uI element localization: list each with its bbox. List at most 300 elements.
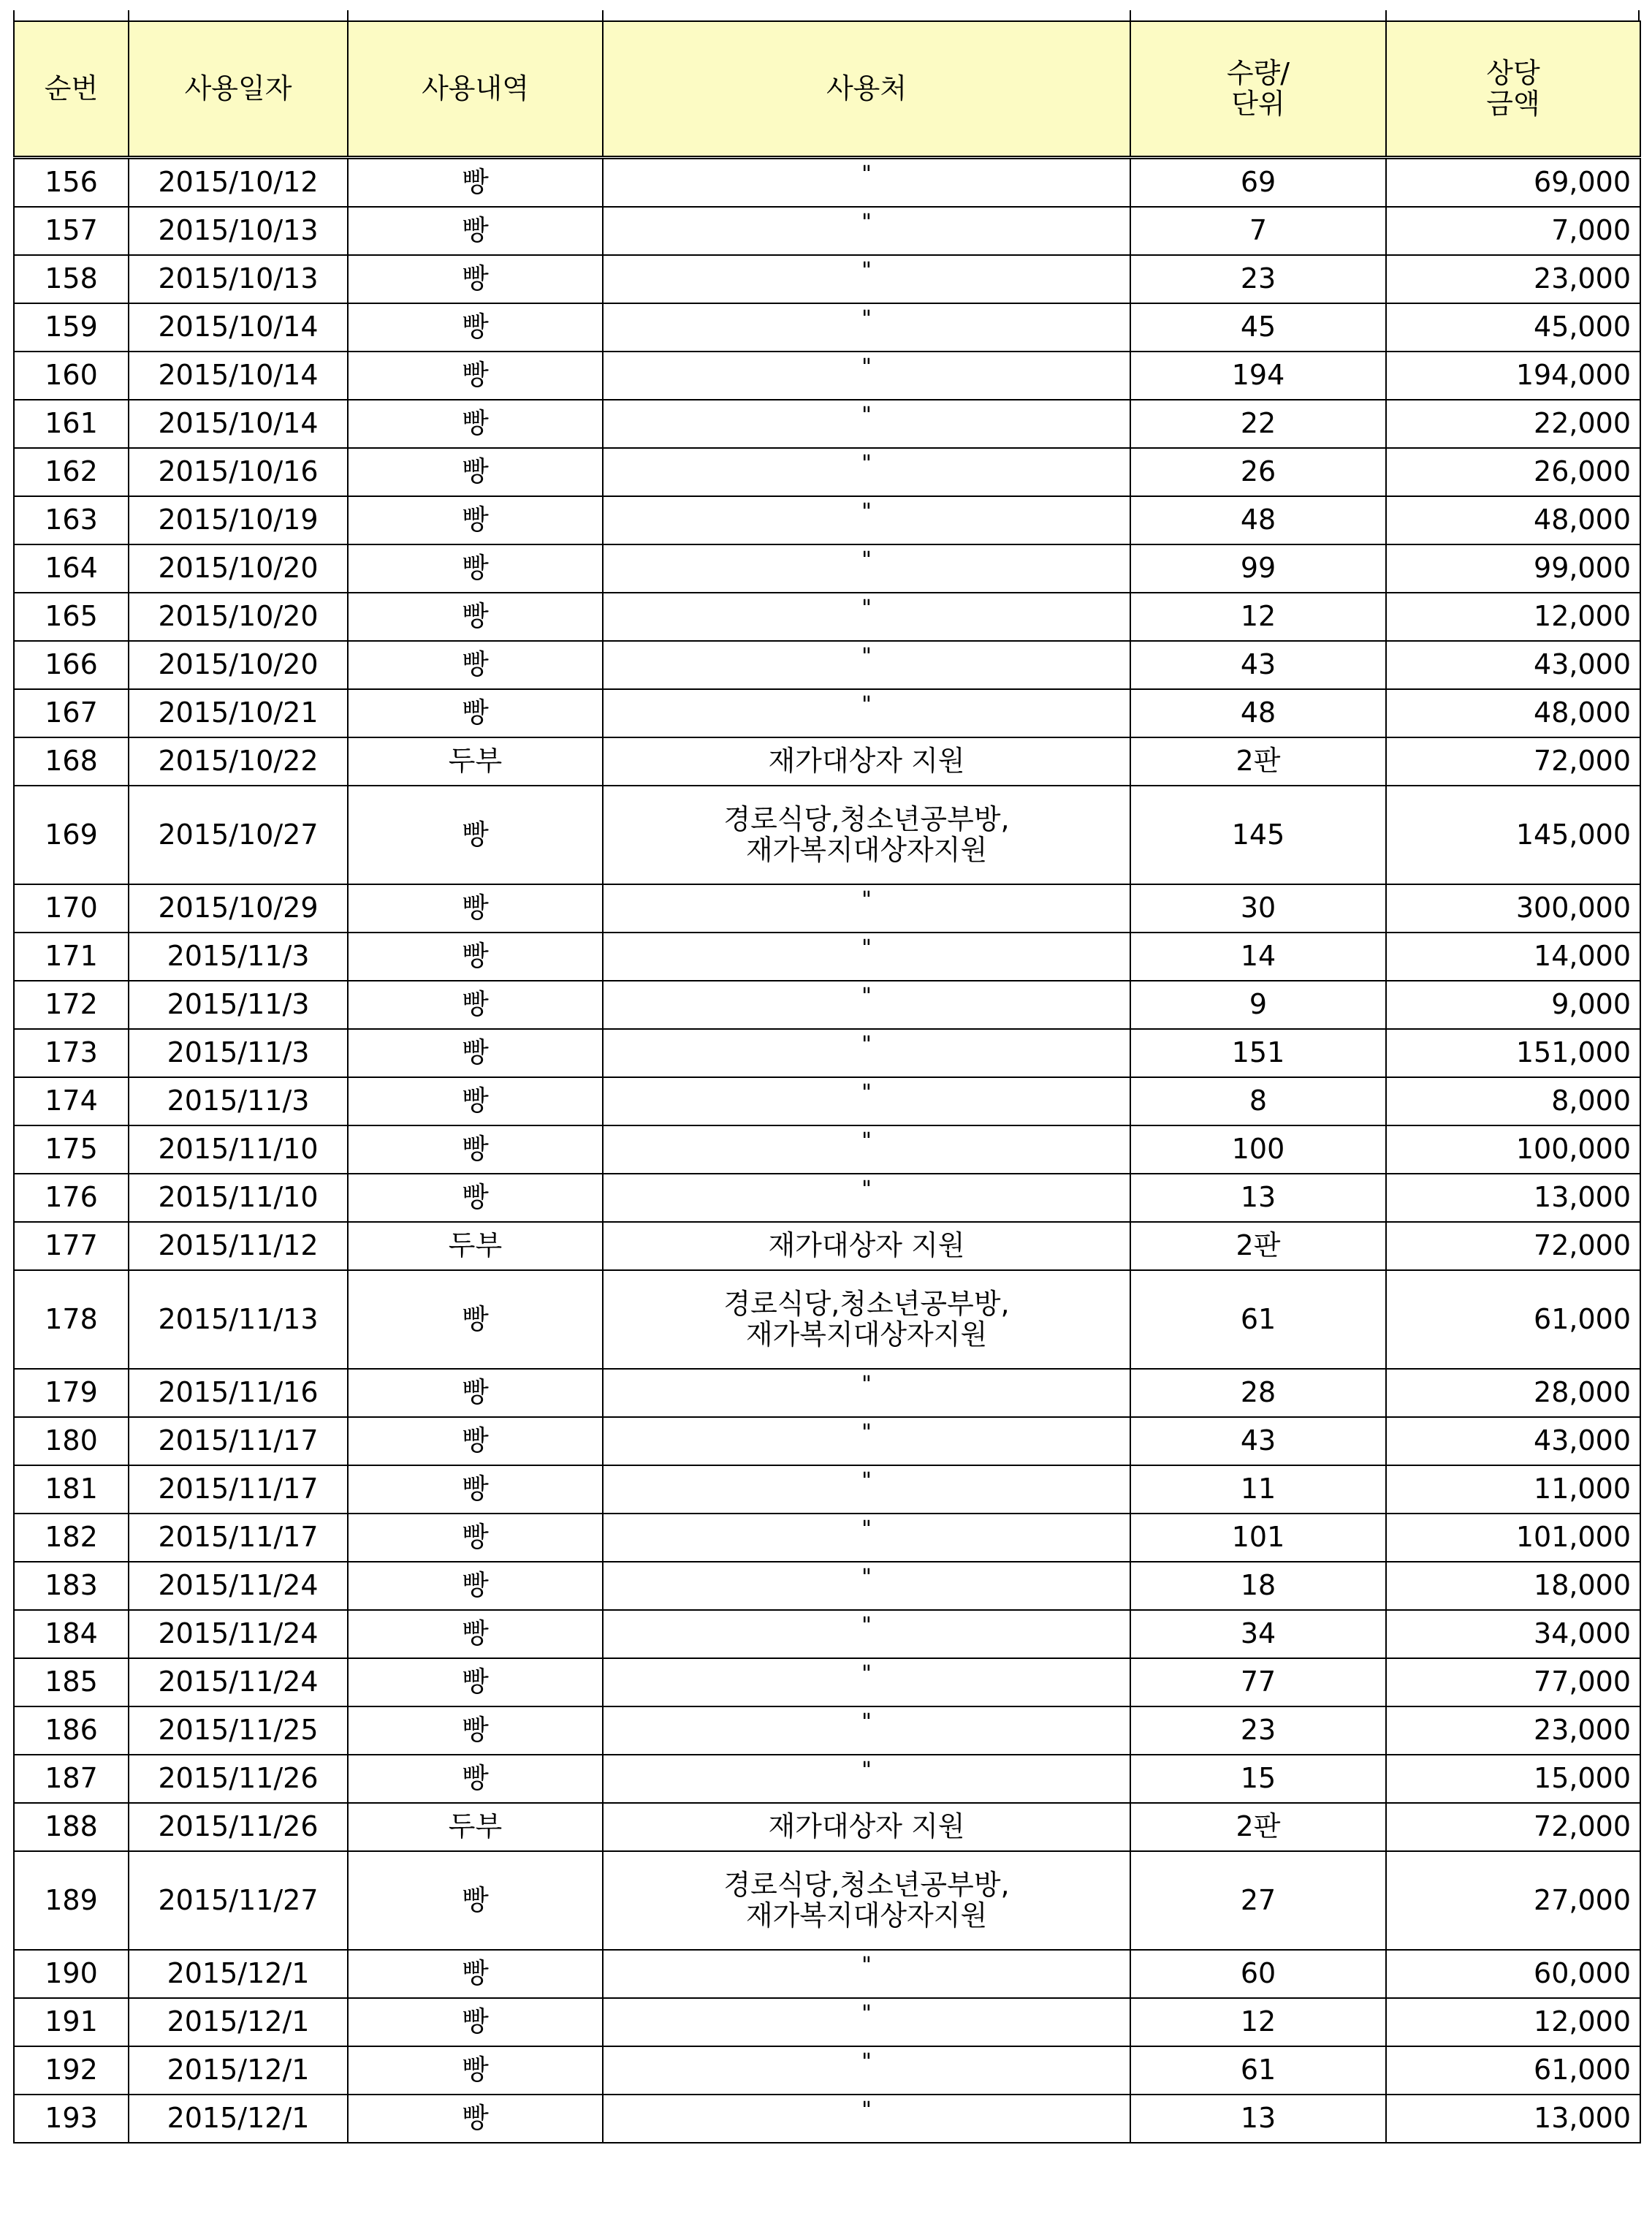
cell-date: 2015/10/20 (129, 544, 348, 593)
header-amount-line2: 금액 (1486, 87, 1540, 120)
cell-no: 168 (14, 737, 129, 786)
cell-qty: 13 (1130, 2095, 1386, 2143)
cell-place (603, 593, 1130, 641)
cell-no: 161 (14, 400, 129, 448)
cell-amount: 61,000 (1386, 1270, 1640, 1369)
cell-date: 2015/11/17 (129, 1514, 348, 1562)
place-line: 경로식당,청소년공부방, (723, 1287, 1010, 1320)
ditto-mark: " (861, 1420, 872, 1446)
cell-place (603, 2046, 1130, 2095)
cell-no: 189 (14, 1851, 129, 1950)
cell-amount: 12,000 (1386, 593, 1640, 641)
cell-amount: 9,000 (1386, 981, 1640, 1029)
cell-no: 169 (14, 786, 129, 884)
cell-qty: 77 (1130, 1658, 1386, 1706)
cell-no: 170 (14, 884, 129, 933)
tick-mark (13, 10, 15, 20)
ditto-mark: " (861, 210, 872, 236)
ditto-mark: " (861, 692, 872, 718)
ditto-mark: " (861, 2049, 872, 2076)
header-amount-line1: 상당 (1486, 56, 1540, 89)
cell-no: 183 (14, 1562, 129, 1610)
ditto-mark: " (861, 1565, 872, 1591)
cell-no: 182 (14, 1514, 129, 1562)
cell-date: 2015/10/21 (129, 689, 348, 737)
cell-item: 빵 (348, 1465, 603, 1514)
cell-qty: 145 (1130, 786, 1386, 884)
cell-no: 192 (14, 2046, 129, 2095)
cell-amount: 77,000 (1386, 1658, 1640, 1706)
cell-place (603, 786, 1130, 884)
cell-amount: 22,000 (1386, 400, 1640, 448)
tick-mark (1638, 10, 1640, 20)
cell-qty: 18 (1130, 1562, 1386, 1610)
usage-ledger-table (13, 20, 1641, 2143)
table-row (14, 1803, 1640, 1851)
cell-qty: 43 (1130, 1417, 1386, 1465)
cell-item: 빵 (348, 1369, 603, 1417)
cell-item: 빵 (348, 1998, 603, 2046)
cell-place (603, 1077, 1130, 1125)
tick-mark (602, 10, 604, 20)
cell-date: 2015/10/13 (129, 207, 348, 255)
cell-qty: 48 (1130, 689, 1386, 737)
cell-date: 2015/11/3 (129, 981, 348, 1029)
cell-place (603, 1417, 1130, 1465)
cell-item: 빵 (348, 207, 603, 255)
place-line: 경로식당,청소년공부방, (723, 802, 1010, 835)
cell-no: 157 (14, 207, 129, 255)
cell-item: 빵 (348, 641, 603, 689)
cell-no: 186 (14, 1706, 129, 1755)
table-row (14, 207, 1640, 255)
ditto-mark: " (861, 162, 872, 188)
cell-no: 172 (14, 981, 129, 1029)
cell-item: 빵 (348, 1950, 603, 1998)
ditto-mark: " (861, 258, 872, 284)
ditto-mark: " (861, 306, 872, 333)
cell-date: 2015/11/27 (129, 1851, 348, 1950)
ditto-mark: " (861, 1128, 872, 1155)
cell-date: 2015/11/26 (129, 1755, 348, 1803)
table-row (14, 1222, 1640, 1270)
cell-no: 163 (14, 496, 129, 544)
ditto-mark: " (861, 1177, 872, 1203)
cell-date: 2015/10/14 (129, 400, 348, 448)
cell-place (603, 1706, 1130, 1755)
cell-date: 2015/11/17 (129, 1417, 348, 1465)
cell-amount: 26,000 (1386, 448, 1640, 496)
cell-amount: 13,000 (1386, 2095, 1640, 2143)
cell-amount: 72,000 (1386, 1803, 1640, 1851)
ditto-mark: " (861, 1080, 872, 1106)
cell-qty: 15 (1130, 1755, 1386, 1803)
cell-place (603, 2095, 1130, 2143)
table-row (14, 689, 1640, 737)
cell-amount: 7,000 (1386, 207, 1640, 255)
cell-amount: 43,000 (1386, 1417, 1640, 1465)
cell-item: 두부 (348, 1222, 603, 1270)
ditto-mark: " (861, 354, 872, 381)
cell-no: 164 (14, 544, 129, 593)
cell-amount: 145,000 (1386, 786, 1640, 884)
cell-item: 빵 (348, 1270, 603, 1369)
cell-date: 2015/12/1 (129, 1950, 348, 1998)
cell-item: 빵 (348, 2095, 603, 2143)
cell-no: 185 (14, 1658, 129, 1706)
cell-amount: 48,000 (1386, 689, 1640, 737)
cell-item: 빵 (348, 1514, 603, 1562)
cell-item: 빵 (348, 448, 603, 496)
cell-qty: 8 (1130, 1077, 1386, 1125)
cell-place (603, 1562, 1130, 1610)
cell-place (603, 1851, 1130, 1950)
ditto-mark: " (861, 1468, 872, 1495)
cell-qty: 9 (1130, 981, 1386, 1029)
cell-item: 빵 (348, 496, 603, 544)
cell-item: 빵 (348, 544, 603, 593)
cell-qty: 12 (1130, 1998, 1386, 2046)
cell-item: 빵 (348, 1610, 603, 1658)
cell-date: 2015/11/16 (129, 1369, 348, 1417)
table-row (14, 737, 1640, 786)
cell-date: 2015/10/22 (129, 737, 348, 786)
header-qty-line2: 단위 (1231, 87, 1285, 120)
cell-date: 2015/11/13 (129, 1270, 348, 1369)
cell-date: 2015/11/25 (129, 1706, 348, 1755)
cell-place (603, 158, 1130, 208)
cell-item: 빵 (348, 1174, 603, 1222)
cell-no: 187 (14, 1755, 129, 1803)
table-row (14, 1174, 1640, 1222)
cell-amount: 48,000 (1386, 496, 1640, 544)
cell-item: 빵 (348, 255, 603, 303)
header-amount (1386, 21, 1640, 158)
cell-qty: 30 (1130, 884, 1386, 933)
table-row (14, 1125, 1640, 1174)
cell-qty: 48 (1130, 496, 1386, 544)
cell-no: 179 (14, 1369, 129, 1417)
place-line: 경로식당,청소년공부방, (723, 1868, 1010, 1901)
cell-date: 2015/10/13 (129, 255, 348, 303)
cell-no: 165 (14, 593, 129, 641)
ditto-mark: " (861, 2097, 872, 2124)
header-place: 사용처 (603, 21, 1130, 158)
cell-amount: 28,000 (1386, 1369, 1640, 1417)
cell-no: 193 (14, 2095, 129, 2143)
cell-date: 2015/12/1 (129, 1998, 348, 2046)
cell-item: 빵 (348, 593, 603, 641)
cell-no: 181 (14, 1465, 129, 1514)
ditto-mark: " (861, 1661, 872, 1687)
table-row (14, 1706, 1640, 1755)
cell-date: 2015/11/3 (129, 933, 348, 981)
table-row (14, 1417, 1640, 1465)
header-row (14, 21, 1640, 158)
cell-date: 2015/12/1 (129, 2095, 348, 2143)
table-row (14, 1369, 1640, 1417)
cell-place (603, 1998, 1130, 2046)
table-row (14, 496, 1640, 544)
cell-amount: 43,000 (1386, 641, 1640, 689)
cell-qty: 11 (1130, 1465, 1386, 1514)
cell-place (603, 496, 1130, 544)
place-line: 재가복지대상자지원 (745, 833, 988, 866)
table-row (14, 2046, 1640, 2095)
table-row (14, 448, 1640, 496)
cell-item: 빵 (348, 1417, 603, 1465)
cell-place (603, 981, 1130, 1029)
cell-item: 빵 (348, 884, 603, 933)
cell-no: 188 (14, 1803, 129, 1851)
cell-qty: 14 (1130, 933, 1386, 981)
cell-item: 빵 (348, 303, 603, 352)
cell-amount: 27,000 (1386, 1851, 1640, 1950)
cell-no: 175 (14, 1125, 129, 1174)
cell-qty: 7 (1130, 207, 1386, 255)
cell-place (603, 1174, 1130, 1222)
cell-qty: 2판 (1130, 737, 1386, 786)
cell-date: 2015/11/24 (129, 1562, 348, 1610)
cell-place (603, 1950, 1130, 1998)
ditto-mark: " (861, 887, 872, 914)
cell-amount: 12,000 (1386, 1998, 1640, 2046)
cell-amount: 194,000 (1386, 352, 1640, 400)
ditto-mark: " (861, 1372, 872, 1398)
cell-qty: 61 (1130, 2046, 1386, 2095)
cell-item: 빵 (348, 352, 603, 400)
cell-date: 2015/11/3 (129, 1029, 348, 1077)
cell-date: 2015/12/1 (129, 2046, 348, 2095)
cell-date: 2015/10/27 (129, 786, 348, 884)
cell-no: 166 (14, 641, 129, 689)
cell-place (603, 1755, 1130, 1803)
place-line: 재가대상자 지원 (768, 1810, 965, 1843)
cell-amount: 69,000 (1386, 158, 1640, 208)
cell-item: 빵 (348, 1029, 603, 1077)
cell-item: 빵 (348, 1658, 603, 1706)
tick-mark (1130, 10, 1131, 20)
cell-amount: 14,000 (1386, 933, 1640, 981)
ditto-mark: " (861, 451, 872, 477)
cell-qty: 194 (1130, 352, 1386, 400)
cell-qty: 69 (1130, 158, 1386, 208)
cell-date: 2015/10/16 (129, 448, 348, 496)
cell-place (603, 884, 1130, 933)
table-row (14, 641, 1640, 689)
cell-place (603, 255, 1130, 303)
cell-item: 두부 (348, 1803, 603, 1851)
cell-place (603, 1029, 1130, 1077)
cell-amount: 45,000 (1386, 303, 1640, 352)
cell-amount: 72,000 (1386, 1222, 1640, 1270)
cell-date: 2015/11/10 (129, 1174, 348, 1222)
table-row (14, 981, 1640, 1029)
cell-item: 빵 (348, 1706, 603, 1755)
cell-qty: 28 (1130, 1369, 1386, 1417)
cell-place (603, 1514, 1130, 1562)
ditto-mark: " (861, 1953, 872, 1979)
cell-date: 2015/10/20 (129, 641, 348, 689)
cell-qty: 43 (1130, 641, 1386, 689)
tick-mark (128, 10, 129, 20)
table-row (14, 400, 1640, 448)
cell-item: 빵 (348, 1077, 603, 1125)
table-row (14, 1950, 1640, 1998)
ditto-mark: " (861, 547, 872, 574)
place-line: 재가대상자 지원 (768, 1229, 965, 1262)
ditto-mark: " (861, 1032, 872, 1058)
cell-date: 2015/10/20 (129, 593, 348, 641)
cell-place (603, 641, 1130, 689)
ditto-mark: " (861, 2001, 872, 2027)
cell-no: 191 (14, 1998, 129, 2046)
cell-item: 빵 (348, 2046, 603, 2095)
table-header (14, 21, 1640, 158)
cell-item: 빵 (348, 400, 603, 448)
cell-no: 177 (14, 1222, 129, 1270)
cell-place (603, 1125, 1130, 1174)
cell-date: 2015/11/26 (129, 1803, 348, 1851)
cell-item: 빵 (348, 689, 603, 737)
tick-mark (347, 10, 349, 20)
cell-amount: 13,000 (1386, 1174, 1640, 1222)
table-body (14, 158, 1640, 2143)
column-tick-marks (0, 0, 1652, 20)
ditto-mark: " (861, 403, 872, 429)
cell-amount: 15,000 (1386, 1755, 1640, 1803)
tick-mark (1385, 10, 1387, 20)
cell-no: 190 (14, 1950, 129, 1998)
cell-amount: 300,000 (1386, 884, 1640, 933)
table-row (14, 884, 1640, 933)
table-row (14, 1998, 1640, 2046)
table-row (14, 255, 1640, 303)
cell-no: 158 (14, 255, 129, 303)
table-row (14, 1658, 1640, 1706)
cell-date: 2015/11/24 (129, 1610, 348, 1658)
cell-qty: 45 (1130, 303, 1386, 352)
table-row (14, 303, 1640, 352)
header-qty-line1: 수량/ (1226, 56, 1290, 89)
cell-date: 2015/10/29 (129, 884, 348, 933)
cell-place (603, 303, 1130, 352)
cell-place (603, 400, 1130, 448)
table-row (14, 1610, 1640, 1658)
cell-no: 162 (14, 448, 129, 496)
table-row (14, 933, 1640, 981)
cell-no: 171 (14, 933, 129, 981)
cell-place (603, 1222, 1130, 1270)
ditto-mark: " (861, 1516, 872, 1543)
cell-qty: 13 (1130, 1174, 1386, 1222)
cell-place (603, 1465, 1130, 1514)
table-row (14, 1851, 1640, 1950)
cell-date: 2015/11/3 (129, 1077, 348, 1125)
place-line: 재가복지대상자지원 (745, 1318, 988, 1351)
ditto-mark: " (861, 1709, 872, 1736)
cell-place (603, 448, 1130, 496)
ditto-mark: " (861, 1758, 872, 1784)
ditto-mark: " (861, 1613, 872, 1639)
cell-item: 빵 (348, 786, 603, 884)
place-line: 재가복지대상자지원 (745, 1899, 988, 1932)
cell-amount: 34,000 (1386, 1610, 1640, 1658)
cell-place (603, 689, 1130, 737)
table-row (14, 1270, 1640, 1369)
table-row (14, 2095, 1640, 2143)
header-date: 사용일자 (129, 21, 348, 158)
cell-item: 빵 (348, 981, 603, 1029)
cell-date: 2015/10/12 (129, 158, 348, 208)
table-row (14, 352, 1640, 400)
cell-place (603, 1270, 1130, 1369)
cell-item: 빵 (348, 933, 603, 981)
cell-qty: 26 (1130, 448, 1386, 496)
cell-qty: 61 (1130, 1270, 1386, 1369)
cell-no: 176 (14, 1174, 129, 1222)
cell-qty: 99 (1130, 544, 1386, 593)
cell-no: 159 (14, 303, 129, 352)
cell-qty: 2판 (1130, 1803, 1386, 1851)
table-row (14, 1755, 1640, 1803)
table-row (14, 1029, 1640, 1077)
ditto-mark: " (861, 499, 872, 525)
ditto-mark: " (861, 935, 872, 962)
cell-no: 174 (14, 1077, 129, 1125)
cell-place (603, 352, 1130, 400)
cell-amount: 99,000 (1386, 544, 1640, 593)
cell-place (603, 1658, 1130, 1706)
cell-date: 2015/10/14 (129, 352, 348, 400)
cell-qty: 60 (1130, 1950, 1386, 1998)
cell-amount: 8,000 (1386, 1077, 1640, 1125)
table-row (14, 1077, 1640, 1125)
cell-no: 178 (14, 1270, 129, 1369)
table-row (14, 1514, 1640, 1562)
cell-item: 빵 (348, 1851, 603, 1950)
cell-place (603, 737, 1130, 786)
cell-qty: 100 (1130, 1125, 1386, 1174)
table-row (14, 593, 1640, 641)
cell-no: 167 (14, 689, 129, 737)
cell-no: 173 (14, 1029, 129, 1077)
cell-date: 2015/11/17 (129, 1465, 348, 1514)
cell-qty: 2판 (1130, 1222, 1386, 1270)
header-qty (1130, 21, 1386, 158)
cell-date: 2015/11/12 (129, 1222, 348, 1270)
cell-amount: 151,000 (1386, 1029, 1640, 1077)
cell-date: 2015/10/14 (129, 303, 348, 352)
cell-qty: 22 (1130, 400, 1386, 448)
cell-qty: 34 (1130, 1610, 1386, 1658)
cell-qty: 23 (1130, 1706, 1386, 1755)
cell-qty: 12 (1130, 593, 1386, 641)
cell-amount: 23,000 (1386, 255, 1640, 303)
cell-place (603, 544, 1130, 593)
cell-date: 2015/11/10 (129, 1125, 348, 1174)
cell-amount: 60,000 (1386, 1950, 1640, 1998)
cell-item: 두부 (348, 737, 603, 786)
cell-qty: 23 (1130, 255, 1386, 303)
cell-place (603, 933, 1130, 981)
cell-amount: 11,000 (1386, 1465, 1640, 1514)
cell-no: 156 (14, 158, 129, 208)
cell-amount: 100,000 (1386, 1125, 1640, 1174)
table-row (14, 1465, 1640, 1514)
cell-amount: 18,000 (1386, 1562, 1640, 1610)
header-no: 순번 (14, 21, 129, 158)
